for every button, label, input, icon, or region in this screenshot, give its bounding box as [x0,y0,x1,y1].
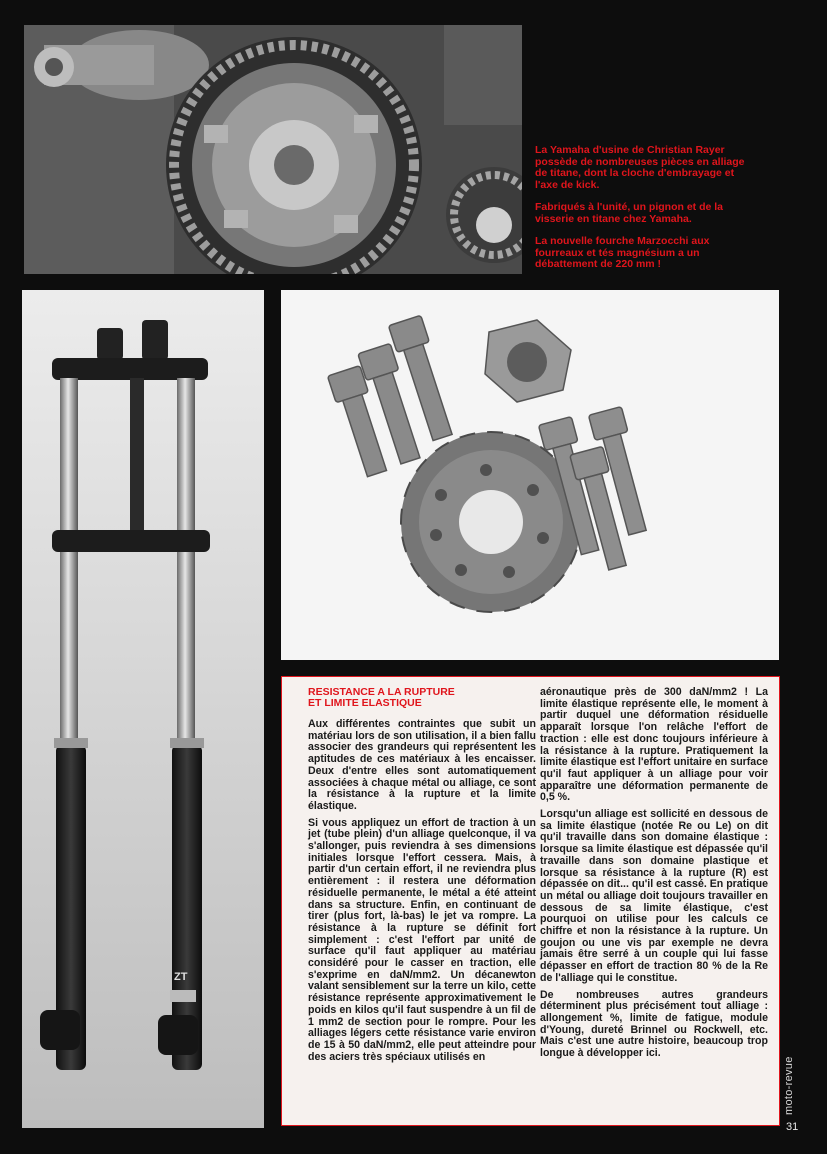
article-heading-line2: ET LIMITE ELASTIQUE [308,697,422,709]
caption-fork: La nouvelle fourche Marzocchi aux fourreaux et tés magnésium a un débattement de 220 mm ! [535,235,710,270]
article-paragraph: Aux différentes contraintes que subit un matériau lors de son utilisation, il a bien fallu associer des grandeurs qui représentent les aptitudes de ces matériaux à les encaisser. Deux d'entre elles sont automatiquement associées à chaque métal ou alliage, ce sont la résistance à la rupture et la limite élastique. [308,718,536,812]
photo-captions [535,145,755,282]
article-column-right [540,687,768,1065]
article-heading [308,687,536,709]
caption-parts: Fabriqués à l'unité, un pignon et de la visserie en titane chez Yamaha. [535,201,724,225]
fork-photo [22,290,264,1128]
article-paragraph: De nombreuses autres grandeurs déterminent plus précisément tout alliage : allongement %, limite de fatigue, module d'Young, dureté Brinnel ou Rockwell, etc. Mais c'est une autre histoire, beaucoup trop longue à développer ici. [540,988,768,1060]
article-paragraph: Si vous appliquez un effort de traction à un jet (tube plein) d'un alliage quelconque, il va s'allonger, puis reviendra à ses dimensions initiales lorsque l'effort cessera. Mais, à partir d'un certain effort, il ne reviendra plus entièrement : il restera une déformation résiduelle permanente, le métal a été atteint dans sa structure. Enfin, en continuant de tirer (plus fort, là-bas) le jet va rompre. La résistance à la rupture se définit fort simplement : c'est l'effort par unité de surface qu'il faut appliquer au matériau considéré pour le casser en traction, elle s'exprime en daN/mm2. Un décanewton valant sensiblement sur la terre un kilo, cette résistance représente approximativement le poids en kilos qu'il faut suspendre à un fil de 1 mm2 de section pour le rompre. Pour les alliages légers cette résistance varie environ de 15 à 50 daN/mm2, elle peut atteindre pour des aciers très spéciaux utilisés en [308,816,536,1063]
magazine-name: moto-revue [783,1056,795,1115]
caption-engine: La Yamaha d'usine de Christian Rayer possède de nombreuses pièces en alliage de titane, dont la cloche d'embrayage et l'axe de kick. [535,144,745,191]
article-paragraph: aéronautique près de 300 daN/mm2 ! La limite élastique représente elle, le moment à partir duquel une déformation résiduelle apparaît lorsque l'on relâche l'effort de traction : elle est donc toujours inférieure à la résistance à la rupture. Pratiquement la limite élastique est l'effort unitaire en surface qu'il faut appliquer à un alliage pour voir apparaître une déformation permanente de 0,5 %. [540,686,768,804]
article-paragraph: Lorsqu'un alliage est sollicité en dessous de sa limite élastique (notée Re ou Le) on dit qu'il travaille dans son domaine élastique : lorsque sa limite élastique est dépassée qu'il travaille dans son domaine plastique et lorsque sa résistance à la rupture (R) est dépassée on dit... qu'il est cassé. En pratique un métal ou alliage doit toujours travailler en dessous de sa limite élastique, c'est pourquoi on utilise pour les calculs ce chiffre et non la résistance à la rupture. Un goujon ou une vis par exemple ne devra jamais être serré à un couple qui lui fasse dépasser en effort de traction 80 % de la Re de l'alliage qui le constitue. [540,808,768,984]
article-heading-line1: RESISTANCE A LA RUPTURE [308,686,455,698]
engine-clutch-photo [24,25,522,274]
article-sidebar [281,676,780,1126]
page-number: 31 [786,1121,799,1133]
titanium-parts-photo [281,290,779,660]
article-column-left [308,687,536,1068]
fork-slider-label: ZT [174,971,188,983]
